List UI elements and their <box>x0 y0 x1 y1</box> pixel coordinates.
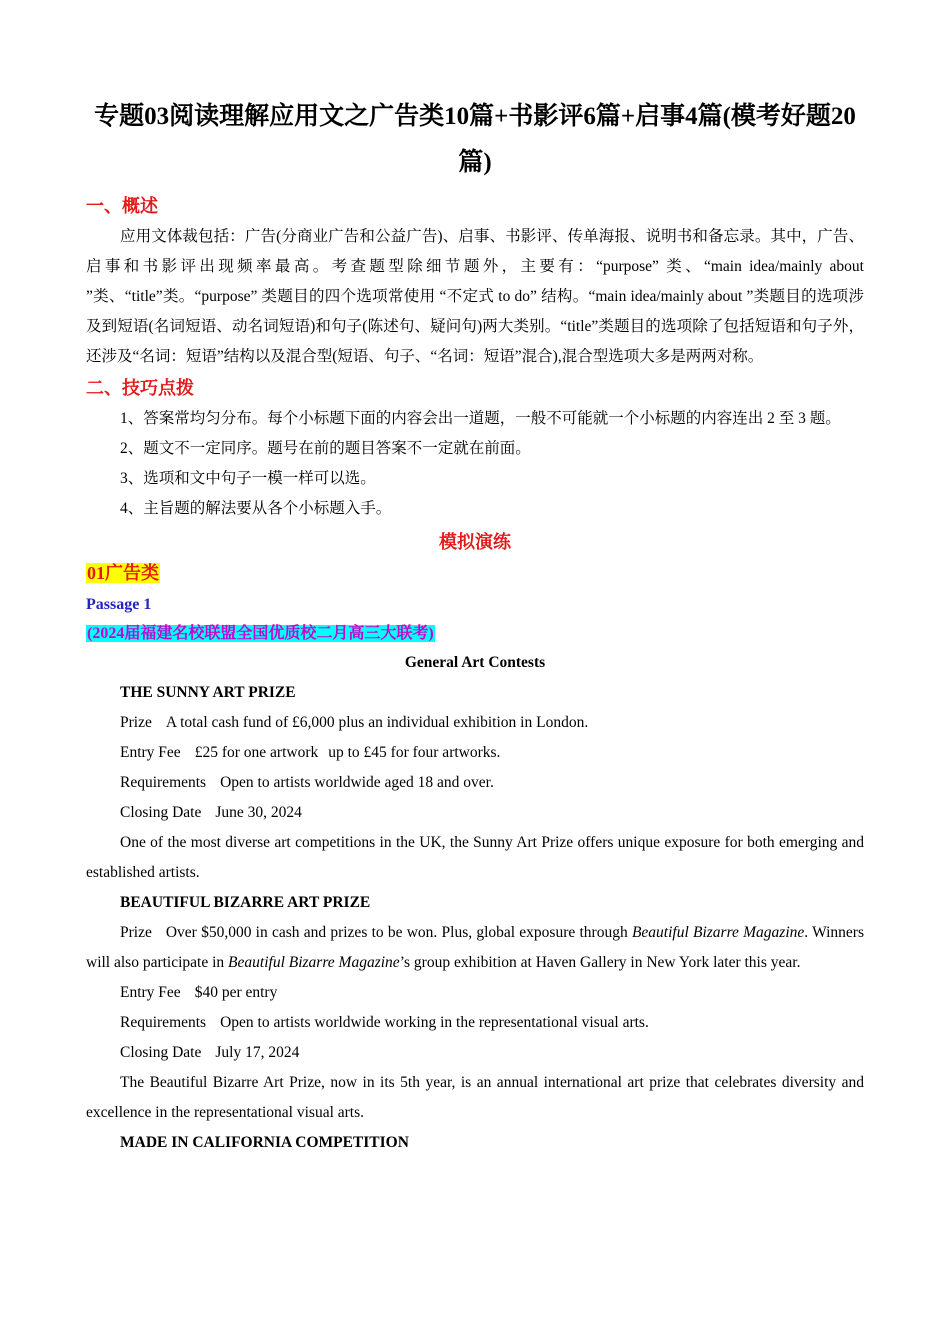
passage-label: Passage 1 <box>86 596 152 613</box>
magazine-name: Beautiful Bizarre Magazine <box>631 924 805 941</box>
tip-item: 2、题文不一定同序。题号在前的题目答案不一定就在前面。 <box>120 440 531 457</box>
field-value: Open to artists worldwide working in the representational visual arts. <box>220 1014 649 1031</box>
field-value: July 17, 2024 <box>215 1044 300 1061</box>
field-label: Entry Fee <box>120 984 181 1001</box>
contest-name: MADE IN CALIFORNIA COMPETITION <box>120 1134 409 1151</box>
page-title: 专题03阅读理解应用文之广告类10篇+书影评6篇+启事4篇(模考好题20篇) <box>94 103 856 176</box>
section-heading-tips: 二、技巧点拨 <box>86 378 194 398</box>
contest-requirements-row <box>86 1008 864 1038</box>
document-content <box>86 94 864 1158</box>
field-value: June 30, 2024 <box>215 804 302 821</box>
contest-name: THE SUNNY ART PRIZE <box>120 684 296 701</box>
field-label: Requirements <box>120 774 207 791</box>
tip-item: 4、主旨题的解法要从各个小标题入手。 <box>120 500 392 517</box>
contest-name: BEAUTIFUL BIZARRE ART PRIZE <box>120 894 371 911</box>
contest-prize-row: Prize Over $50,000 in cash and prizes to be won. Plus, global exposure through Beautiful Bizarre Magazine. Winners will also participate in Beautiful Bizarre Magazine’s group exhibition at Haven Gallery in New York later this year. <box>86 924 864 971</box>
field-value: $40 per entry <box>194 984 278 1001</box>
contest-fee-row <box>86 738 864 768</box>
field-value: up to £45 for four artworks. <box>328 744 501 761</box>
contest-description: The Beautiful Bizarre Art Prize, now in its 5th year, is an annual international art prize that celebrates diversity and excellence in the representational visual arts. <box>86 1074 864 1121</box>
field-label: Entry Fee <box>120 744 181 761</box>
passage-title: General Art Contests <box>404 654 546 671</box>
contest-closing-row <box>86 1038 864 1068</box>
contest-description: One of the most diverse art competitions in the UK, the Sunny Art Prize offers unique exposure for both emerging and established artists. <box>86 834 864 881</box>
tip-item: 3、选项和文中句子一模一样可以选。 <box>120 470 376 487</box>
field-value: £25 for one artwork <box>194 744 319 761</box>
source-label: (2024届福建名校联盟全国优质校二月高三大联考) <box>87 625 434 642</box>
section-heading-overview: 一、概述 <box>86 196 158 216</box>
field-value: A total cash fund of £6,000 plus an individual exhibition in London. <box>165 714 589 731</box>
field-label: Prize <box>120 714 152 731</box>
overview-paragraph: 应用文体裁包括：广告(分商业广告和公益广告)、启事、书影评、传单海报、说明书和备忘录。其中，广告、启事和书影评出现频率最高。考查题型除细节题外，主要有：“purpose” 类、“main idea/mainly about ”类、“title”类。“purpose” 类题目的四个选项常使用 “不定式 to do” 结构。“main idea/mainly about ”类题目的选项涉及到短语(名词短语、动名词短语)和句子(陈述句、疑问句)两大类别。“title”类题目的选项除了包括短语和句子外，还涉及“名词：短语”结构以及混合型(短语、句子、“名词：短语”混合),混合型选项大多是两两对称。 <box>86 228 864 365</box>
contest-fee-row <box>86 978 864 1008</box>
field-value: Over $50,000 in cash and prizes to be won. Plus, global exposure through <box>165 924 628 941</box>
field-label: Closing Date <box>120 804 202 821</box>
practice-heading: 模拟演练 <box>439 532 511 552</box>
field-label: Closing Date <box>120 1044 202 1061</box>
contest-requirements-row <box>86 768 864 798</box>
category-label: 01广告类 <box>87 563 159 583</box>
magazine-name: Beautiful Bizarre Magazine <box>228 954 400 971</box>
field-label: Prize <box>120 924 152 941</box>
field-value: Open to artists worldwide aged 18 and over. <box>220 774 494 791</box>
contest-prize-row <box>86 708 864 738</box>
contest-closing-row <box>86 798 864 828</box>
field-label: Requirements <box>120 1014 207 1031</box>
tip-item: 1、答案常均匀分布。每个小标题下面的内容会出一道题，一般不可能就一个小标题的内容连出 2 至 3 题。 <box>120 410 841 427</box>
